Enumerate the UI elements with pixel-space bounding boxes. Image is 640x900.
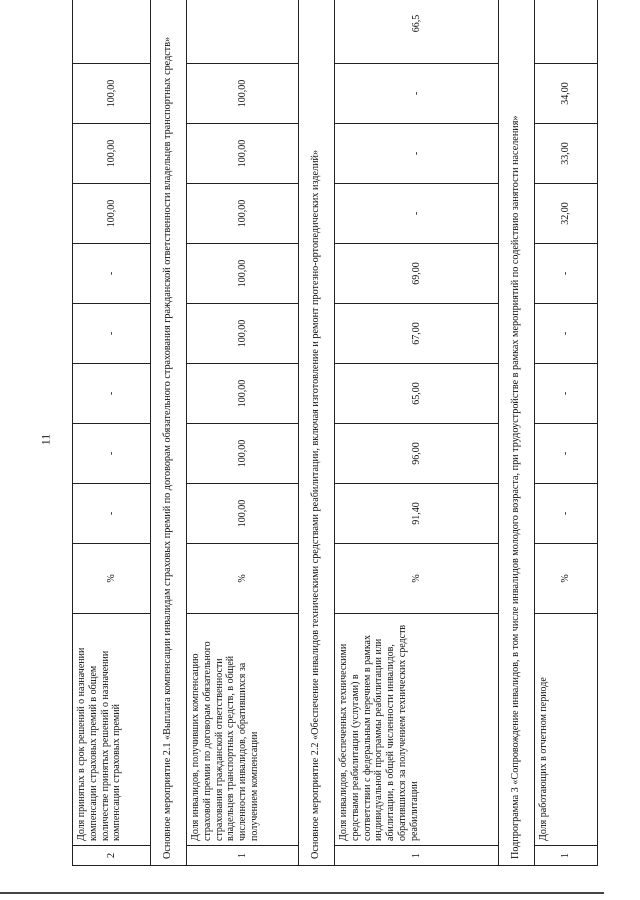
- value-cell: 100,00: [187, 424, 299, 484]
- value-cell: 100,00: [187, 124, 299, 184]
- value-cell: -: [535, 304, 598, 364]
- value-cell: 67,00: [335, 304, 499, 364]
- value-cell: -: [335, 184, 499, 244]
- value-cell: 96,00: [335, 424, 499, 484]
- value-cell: 100,00: [73, 64, 151, 124]
- value-cell: 65,00: [335, 364, 499, 424]
- page-number: 11: [38, 433, 53, 446]
- indicator-row: [535, 0, 598, 866]
- value-cell: 100,00: [73, 184, 151, 244]
- row-number: 1: [335, 846, 499, 866]
- section-title: Основное мероприятие 2.2 «Обеспечение инвалидов техническими средствами реабилитации, включая изготовление и ремонт протезно-ортопедических изделий»: [299, 0, 335, 866]
- value-cell: 100,00: [187, 364, 299, 424]
- value-cell: 34,00: [535, 64, 598, 124]
- value-cell: -: [535, 244, 598, 304]
- value-cell: 100,00: [187, 244, 299, 304]
- value-cell: -: [73, 364, 151, 424]
- value-cell: [73, 0, 151, 64]
- value-cell: -: [73, 304, 151, 364]
- value-cell: 100,00: [187, 304, 299, 364]
- value-cell: -: [73, 484, 151, 544]
- value-cell: -: [335, 124, 499, 184]
- section-row: [151, 0, 187, 866]
- value-cell: 100,00: [187, 64, 299, 124]
- unit-cell: %: [73, 544, 151, 614]
- scan-bottom-edge: [0, 892, 604, 894]
- section-row: [299, 0, 335, 866]
- value-cell: 69,00: [335, 244, 499, 304]
- value-cell: -: [535, 484, 598, 544]
- indicator-description: Доля принятых в срок решений о назначении компенсации страховых премий в общем количестве принятых решений о назначении компенсации страховых премий: [73, 614, 151, 846]
- value-cell: -: [73, 244, 151, 304]
- unit-cell: %: [187, 544, 299, 614]
- value-cell: 100,00: [187, 184, 299, 244]
- row-number: 1: [187, 846, 299, 866]
- indicator-description: Доля инвалидов, обеспеченных техническими средствами реабилитации (услугами) в соответствии с федеральным перечнем в рамках индивидуальной программы реабилитации или абилитации, в общей численности инвалидов, обратившихся за получением технических средств реабилитации: [335, 614, 499, 846]
- row-number: 1: [535, 846, 598, 866]
- indicator-description: Доля инвалидов, получивших компенсацию страховой премии по договорам обязательного страхования гражданской ответственности владельцев транспортных средств, в общей численности инвалидов, обратившихся за получением компенсации: [187, 614, 299, 846]
- value-cell: [535, 0, 598, 64]
- row-number: 2: [73, 846, 151, 866]
- table-body: [73, 0, 598, 866]
- value-cell: 33,00: [535, 124, 598, 184]
- value-cell: 100,00: [187, 484, 299, 544]
- value-cell: -: [335, 64, 499, 124]
- indicator-row: [73, 0, 151, 866]
- indicator-description: Доля работающих в отчетном периоде: [535, 614, 598, 846]
- unit-cell: %: [335, 544, 499, 614]
- value-cell: -: [73, 424, 151, 484]
- indicator-row: [335, 0, 499, 866]
- value-cell: 91,40: [335, 484, 499, 544]
- section-title: Подпрограмма 3 «Сопровождение инвалидов, в том числе инвалидов молодого возраста, при трудоустройстве в рамках мероприятий по содействию занятости населения»: [499, 0, 535, 866]
- indicators-table: [72, 0, 598, 866]
- rotated-page: [72, 14, 597, 866]
- value-cell: 32,00: [535, 184, 598, 244]
- indicator-row: [187, 0, 299, 866]
- value-cell: [187, 0, 299, 64]
- value-cell: -: [535, 364, 598, 424]
- section-title: Основное мероприятие 2.1 «Выплата компенсации инвалидам страховых премий по договорам обязательного страхования гражданской ответственности владельцев транспортных средств»: [151, 0, 187, 866]
- unit-cell: %: [535, 544, 598, 614]
- section-row: [499, 0, 535, 866]
- value-cell: 66,5: [335, 0, 499, 64]
- value-cell: 100,00: [73, 124, 151, 184]
- value-cell: -: [535, 424, 598, 484]
